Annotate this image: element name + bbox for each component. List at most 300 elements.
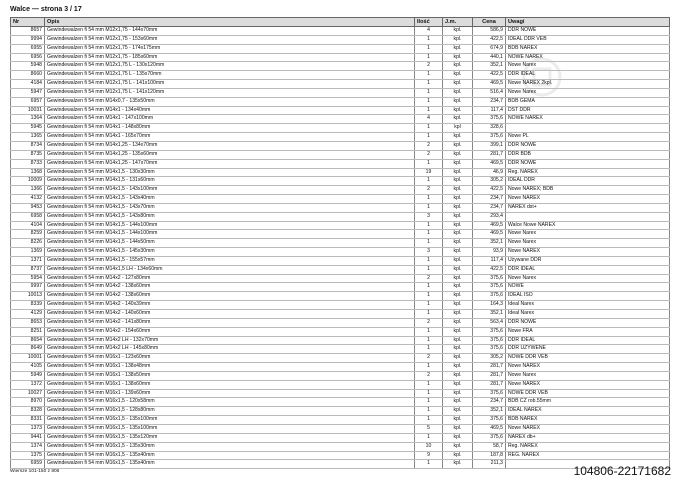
table-row xyxy=(11,62,670,71)
table-row xyxy=(11,221,670,230)
cell-jm: kpl. xyxy=(443,159,473,168)
cell-ilosc: 10 xyxy=(415,442,443,451)
cell-ilosc: 1 xyxy=(415,203,443,212)
cell-opis: Gewindewalzen fi 54 mm M16x1,5 - 135x100mm xyxy=(45,424,415,433)
cell-uwagi: Nowe Narex xyxy=(506,230,670,239)
table-row xyxy=(11,371,670,380)
cell-uwagi xyxy=(506,212,670,221)
cell-cena: 281,7 xyxy=(473,363,506,372)
cell-cena: 422,5 xyxy=(473,186,506,195)
cell-jm: kpl. xyxy=(443,53,473,62)
cell-uwagi xyxy=(506,124,670,133)
table-row xyxy=(11,88,670,97)
cell-cena: 422,5 xyxy=(473,35,506,44)
table-row xyxy=(11,195,670,204)
cell-cena: 234,7 xyxy=(473,203,506,212)
cell-jm: kpl. xyxy=(443,168,473,177)
cell-ilosc: 1 xyxy=(415,433,443,442)
cell-nr: 8226 xyxy=(11,239,45,248)
cell-nr: 8259 xyxy=(11,230,45,239)
cell-ilosc: 2 xyxy=(415,371,443,380)
cell-cena: 375,6 xyxy=(473,133,506,142)
cell-opis: Gewindewalzen fi 54 mm M14x1,5 - 143x100mm xyxy=(45,186,415,195)
cell-cena: 352,1 xyxy=(473,407,506,416)
cell-nr: 4184 xyxy=(11,80,45,89)
cell-uwagi: NOWE DDR VEB xyxy=(506,354,670,363)
cell-jm: kpl. xyxy=(443,389,473,398)
table-row xyxy=(11,301,670,310)
table-row xyxy=(11,283,670,292)
cell-jm: kpl. xyxy=(443,221,473,230)
cell-uwagi: DDR BDB xyxy=(506,150,670,159)
cell-cena: 440,1 xyxy=(473,53,506,62)
cell-jm: kpl. xyxy=(443,407,473,416)
table-row xyxy=(11,150,670,159)
cell-uwagi: Używane DDR xyxy=(506,256,670,265)
cell-cena: 375,6 xyxy=(473,336,506,345)
cell-nr: 10027 xyxy=(11,389,45,398)
cell-uwagi: DDR NOWE xyxy=(506,318,670,327)
cell-nr: 8339 xyxy=(11,301,45,310)
table-row xyxy=(11,398,670,407)
cell-cena: 469,5 xyxy=(473,230,506,239)
cell-uwagi: Nowe NAREX xyxy=(506,424,670,433)
cell-ilosc: 1 xyxy=(415,336,443,345)
cell-opis: Gewindewalzen fi 54 mm M16x1 - 138x48mm xyxy=(45,363,415,372)
table-row xyxy=(11,265,670,274)
cell-cena: 422,5 xyxy=(473,265,506,274)
cell-jm: kpl. xyxy=(443,274,473,283)
cell-jm: kpl. xyxy=(443,106,473,115)
cell-jm: kpl. xyxy=(443,363,473,372)
cell-nr: 4132 xyxy=(11,195,45,204)
cell-cena: 234,7 xyxy=(473,398,506,407)
cell-uwagi: Nowe NAREX xyxy=(506,195,670,204)
page-title: Walce — strona 3 / 17 xyxy=(10,6,82,13)
table-row xyxy=(11,212,670,221)
cell-jm: kpl. xyxy=(443,336,473,345)
cell-nr: 8733 xyxy=(11,159,45,168)
cell-nr: 5947 xyxy=(11,88,45,97)
table-row xyxy=(11,407,670,416)
cell-uwagi: Nowe Narex xyxy=(506,88,670,97)
cell-ilosc: 1 xyxy=(415,71,443,80)
cell-ilosc: 1 xyxy=(415,159,443,168)
cell-cena: 117,4 xyxy=(473,256,506,265)
cell-opis: Gewindewalzen fi 54 mm M14x1,5 - 155x57mm xyxy=(45,256,415,265)
table-row xyxy=(11,230,670,239)
cell-ilosc: 1 xyxy=(415,97,443,106)
cell-ilosc: 1 xyxy=(415,398,443,407)
cell-cena: 281,7 xyxy=(473,371,506,380)
cell-opis: Gewindewalzen fi 54 mm M16x1 - 138x50mm xyxy=(45,371,415,380)
table-row xyxy=(11,115,670,124)
cell-nr: 9441 xyxy=(11,433,45,442)
reference-number: 104806-22171682 xyxy=(573,464,671,478)
cell-nr: 8331 xyxy=(11,416,45,425)
table-row xyxy=(11,327,670,336)
cell-ilosc: 1 xyxy=(415,195,443,204)
cell-jm: kpl. xyxy=(443,133,473,142)
cell-ilosc: 4 xyxy=(415,27,443,36)
cell-ilosc: 19 xyxy=(415,168,443,177)
cell-ilosc: 3 xyxy=(415,248,443,257)
cell-opis: Gewindewalzen fi 54 mm M12x1,75 - 174x175mm xyxy=(45,44,415,53)
table-row xyxy=(11,292,670,301)
cell-opis: Gewindewalzen fi 54 mm M14x0,7 - 135x50mm xyxy=(45,97,415,106)
cell-cena: 563,4 xyxy=(473,318,506,327)
cell-cena: 469,5 xyxy=(473,221,506,230)
cell-uwagi: Nowe NAREX 2kpl. xyxy=(506,80,670,89)
cell-opis: Gewindewalzen fi 54 mm M14x1,5 - 144x50mm xyxy=(45,239,415,248)
cell-opis: Gewindewalzen fi 54 mm M14x1,5 - 144x100mm xyxy=(45,221,415,230)
cell-nr: 8654 xyxy=(11,336,45,345)
cell-cena: 516,4 xyxy=(473,88,506,97)
cell-ilosc: 1 xyxy=(415,44,443,53)
cell-jm: kpl. xyxy=(443,115,473,124)
cell-nr: 8328 xyxy=(11,407,45,416)
cell-jm: kpl. xyxy=(443,97,473,106)
cell-cena: 305,2 xyxy=(473,177,506,186)
cell-nr: 1368 xyxy=(11,168,45,177)
cell-uwagi: DDR NOWE xyxy=(506,141,670,150)
cell-opis: Gewindewalzen fi 54 mm M16x1,5 - 135x40mm xyxy=(45,460,415,469)
cell-opis: Gewindewalzen fi 54 mm M14x1,5 - 144x100mm xyxy=(45,230,415,239)
table-row xyxy=(11,424,670,433)
cell-ilosc: 9 xyxy=(415,451,443,460)
cell-ilosc: 1 xyxy=(415,35,443,44)
cell-uwagi: Reg. NAREX xyxy=(506,442,670,451)
cell-uwagi: Nowe NAREX xyxy=(506,248,670,257)
cell-nr: 1375 xyxy=(11,451,45,460)
cell-opis: Gewindewalzen fi 54 mm M14x2 - 127x80mm xyxy=(45,274,415,283)
cell-cena: 469,5 xyxy=(473,424,506,433)
cell-jm: kpl. xyxy=(443,186,473,195)
cell-ilosc: 1 xyxy=(415,407,443,416)
cell-nr: 10001 xyxy=(11,354,45,363)
cell-nr: 5954 xyxy=(11,274,45,283)
cell-ilosc: 1 xyxy=(415,327,443,336)
cell-opis: Gewindewalzen fi 54 mm M12x1,75 L - 130x120mm xyxy=(45,62,415,71)
cell-opis: Gewindewalzen fi 54 mm M14x1,5 - 143x70mm xyxy=(45,203,415,212)
table-row xyxy=(11,310,670,319)
cell-jm: kpl. xyxy=(443,433,473,442)
table-row xyxy=(11,416,670,425)
cell-jm: kpl xyxy=(443,124,473,133)
cell-opis: Gewindewalzen fi 54 mm M14x1 - 147x100mm xyxy=(45,115,415,124)
cell-jm: kpl. xyxy=(443,88,473,97)
cell-cena: 375,6 xyxy=(473,115,506,124)
cell-ilosc: 1 xyxy=(415,230,443,239)
cell-nr: 8735 xyxy=(11,150,45,159)
cell-opis: Gewindewalzen fi 54 mm M14x1,5 - 131x60mm xyxy=(45,177,415,186)
cell-ilosc: 1 xyxy=(415,416,443,425)
cell-opis: Gewindewalzen fi 54 mm M14x2 LH - 132x70mm xyxy=(45,336,415,345)
table-row xyxy=(11,186,670,195)
table-body xyxy=(11,27,670,469)
cell-jm: kpl. xyxy=(443,239,473,248)
cell-ilosc: 2 xyxy=(415,318,443,327)
header-uwagi: Uwagi xyxy=(506,18,670,27)
cell-cena: 375,6 xyxy=(473,433,506,442)
cell-cena: 375,6 xyxy=(473,416,506,425)
cell-jm: kpl. xyxy=(443,424,473,433)
cell-cena: 234,7 xyxy=(473,195,506,204)
table-row xyxy=(11,168,670,177)
table-row xyxy=(11,133,670,142)
cell-opis: Gewindewalzen fi 54 mm M14x1,25 - 135x60mm xyxy=(45,150,415,159)
cell-opis: Gewindewalzen fi 54 mm M14x2 - 154x60mm xyxy=(45,327,415,336)
cell-jm: kpl. xyxy=(443,301,473,310)
cell-ilosc: 1 xyxy=(415,239,443,248)
cell-nr: 8657 xyxy=(11,27,45,36)
cell-ilosc: 2 xyxy=(415,274,443,283)
cell-ilosc: 2 xyxy=(415,150,443,159)
cell-cena: 469,5 xyxy=(473,159,506,168)
table-row xyxy=(11,124,670,133)
cell-uwagi: NAREX db+ xyxy=(506,433,670,442)
cell-nr: 8649 xyxy=(11,345,45,354)
cell-jm: kpl. xyxy=(443,327,473,336)
cell-cena: 352,1 xyxy=(473,239,506,248)
cell-jm: kpl. xyxy=(443,230,473,239)
cell-nr: 1372 xyxy=(11,380,45,389)
cell-cena: 375,6 xyxy=(473,283,506,292)
cell-ilosc: 1 xyxy=(415,88,443,97)
table-row xyxy=(11,460,670,469)
cell-ilosc: 1 xyxy=(415,221,443,230)
cell-uwagi: NOWE xyxy=(506,283,670,292)
cell-jm: kpl. xyxy=(443,256,473,265)
cell-ilosc: 2 xyxy=(415,141,443,150)
table-row xyxy=(11,44,670,53)
cell-jm: kpl. xyxy=(443,27,473,36)
cell-jm: kpl. xyxy=(443,283,473,292)
table-row xyxy=(11,363,670,372)
cell-uwagi: NAREX dst+ xyxy=(506,203,670,212)
cell-opis: Gewindewalzen fi 54 mm M14x1,5 - 143x40mm xyxy=(45,195,415,204)
cell-jm: kpl. xyxy=(443,203,473,212)
cell-ilosc: 5 xyxy=(415,424,443,433)
cell-jm: kpl. xyxy=(443,71,473,80)
cell-cena: 399,1 xyxy=(473,141,506,150)
cell-uwagi: REG. NAREX xyxy=(506,451,670,460)
cell-ilosc: 4 xyxy=(415,115,443,124)
cell-jm: kpl. xyxy=(443,150,473,159)
table-row xyxy=(11,27,670,36)
cell-nr: 10031 xyxy=(11,106,45,115)
cell-uwagi: IDEAL ISO xyxy=(506,292,670,301)
cell-nr: 8251 xyxy=(11,327,45,336)
table-row xyxy=(11,35,670,44)
cell-cena: 58,7 xyxy=(473,442,506,451)
cell-nr: 5949 xyxy=(11,371,45,380)
cell-ilosc: 1 xyxy=(415,80,443,89)
cell-cena: 375,6 xyxy=(473,327,506,336)
header-jm: J.m. xyxy=(443,18,473,27)
cell-ilosc: 3 xyxy=(415,212,443,221)
cell-uwagi: NOWE NAREX xyxy=(506,53,670,62)
cell-opis: Gewindewalzen fi 54 mm M12x1,75 L - 141x100mm xyxy=(45,80,415,89)
cell-opis: Gewindewalzen fi 54 mm M16x1,5 - 120x58mm xyxy=(45,398,415,407)
cell-jm: kpl. xyxy=(443,416,473,425)
cell-opis: Gewindewalzen fi 54 mm M16x1 - 123x60mm xyxy=(45,354,415,363)
product-table xyxy=(10,17,670,469)
cell-nr: 8970 xyxy=(11,398,45,407)
cell-jm: kpl. xyxy=(443,318,473,327)
cell-uwagi: NOWE DDR VEB xyxy=(506,389,670,398)
cell-jm: kpl. xyxy=(443,248,473,257)
cell-opis: Gewindewalzen fi 54 mm M14x2 - 138x60mm xyxy=(45,292,415,301)
cell-opis: Gewindewalzen fi 54 mm M12x1,75 - 153x60mm xyxy=(45,35,415,44)
cell-nr: 1374 xyxy=(11,442,45,451)
cell-jm: kpl. xyxy=(443,442,473,451)
cell-uwagi: BDB CZ rob.55mm xyxy=(506,398,670,407)
cell-uwagi: IDEAL DDR VEB xyxy=(506,35,670,44)
table-row xyxy=(11,380,670,389)
table-row xyxy=(11,203,670,212)
table-row xyxy=(11,345,670,354)
cell-opis: Gewindewalzen fi 54 mm M14x1 - 165x70mm xyxy=(45,133,415,142)
cell-nr: 6958 xyxy=(11,212,45,221)
table-row xyxy=(11,256,670,265)
cell-uwagi: Nowe NAREX xyxy=(506,380,670,389)
cell-nr: 5945 xyxy=(11,124,45,133)
cell-ilosc: 1 xyxy=(415,124,443,133)
cell-cena: 93,9 xyxy=(473,248,506,257)
cell-ilosc: 1 xyxy=(415,363,443,372)
cell-cena: 164,3 xyxy=(473,301,506,310)
cell-cena: 375,6 xyxy=(473,389,506,398)
cell-ilosc: 1 xyxy=(415,460,443,469)
cell-uwagi: DDR NOWE xyxy=(506,27,670,36)
cell-ilosc: 2 xyxy=(415,186,443,195)
cell-cena: 117,4 xyxy=(473,106,506,115)
cell-uwagi: DDR IDEAL xyxy=(506,71,670,80)
cell-uwagi: Nowe Narex xyxy=(506,274,670,283)
cell-ilosc: 2 xyxy=(415,62,443,71)
cell-uwagi: BDB NAREX xyxy=(506,416,670,425)
cell-jm: kpl. xyxy=(443,35,473,44)
cell-nr: 4105 xyxy=(11,363,45,372)
cell-cena: 328,6 xyxy=(473,124,506,133)
cell-ilosc: 1 xyxy=(415,283,443,292)
cell-uwagi: Nowe Narex xyxy=(506,371,670,380)
table-row xyxy=(11,433,670,442)
cell-uwagi: Nowe Narex xyxy=(506,239,670,248)
table-row xyxy=(11,318,670,327)
cell-opis: Gewindewalzen fi 54 mm M14x1,5 - 145x30mm xyxy=(45,248,415,257)
cell-uwagi: BDB GEMA xyxy=(506,97,670,106)
cell-jm: kpl. xyxy=(443,80,473,89)
cell-opis: Gewindewalzen fi 54 mm M16x1,5 - 135x120mm xyxy=(45,433,415,442)
cell-cena: 305,2 xyxy=(473,354,506,363)
table-header-row xyxy=(11,18,670,27)
table-row xyxy=(11,159,670,168)
table-row xyxy=(11,389,670,398)
table-row xyxy=(11,451,670,460)
cell-uwagi: Nowe Narex xyxy=(506,62,670,71)
cell-jm: kpl. xyxy=(443,460,473,469)
cell-nr: 6959 xyxy=(11,460,45,469)
cell-uwagi: Nowe NAREX; BDB xyxy=(506,186,670,195)
cell-ilosc: 1 xyxy=(415,256,443,265)
cell-opis: Gewindewalzen fi 54 mm M16x1,5 - 128x80mm xyxy=(45,407,415,416)
cell-jm: kpl. xyxy=(443,451,473,460)
table-row xyxy=(11,80,670,89)
cell-opis: Gewindewalzen fi 54 mm M14x2 LH - 145x80mm xyxy=(45,345,415,354)
cell-nr: 5948 xyxy=(11,62,45,71)
cell-cena: 469,5 xyxy=(473,80,506,89)
cell-nr: 1366 xyxy=(11,186,45,195)
cell-nr: 1365 xyxy=(11,133,45,142)
cell-nr: 4104 xyxy=(11,221,45,230)
cell-opis: Gewindewalzen fi 54 mm M16x1,5 - 135x40mm xyxy=(45,451,415,460)
cell-ilosc: 1 xyxy=(415,177,443,186)
cell-uwagi: Reg. NAREX xyxy=(506,168,670,177)
cell-opis: Gewindewalzen fi 54 mm M14x1,25 - 134x70mm xyxy=(45,141,415,150)
cell-uwagi: Ideal Narex xyxy=(506,301,670,310)
cell-cena: 352,1 xyxy=(473,62,506,71)
cell-ilosc: 1 xyxy=(415,292,443,301)
cell-uwagi: IDEAL DDR xyxy=(506,177,670,186)
table-row xyxy=(11,336,670,345)
table-row xyxy=(11,71,670,80)
cell-nr: 8653 xyxy=(11,318,45,327)
row-range-footer: Wiersze 101-150 z 806 xyxy=(10,469,60,474)
cell-nr: 6956 xyxy=(11,53,45,62)
cell-nr: 9997 xyxy=(11,283,45,292)
cell-ilosc: 1 xyxy=(415,301,443,310)
cell-uwagi: BDB NAREX xyxy=(506,44,670,53)
cell-nr: 6957 xyxy=(11,97,45,106)
cell-opis: Gewindewalzen fi 54 mm M14x1,5 - 143x80mm xyxy=(45,212,415,221)
cell-uwagi: IDEAL NAREX xyxy=(506,407,670,416)
cell-nr: 8737 xyxy=(11,265,45,274)
cell-cena: 375,6 xyxy=(473,292,506,301)
cell-cena: 422,5 xyxy=(473,71,506,80)
cell-cena: 293,4 xyxy=(473,212,506,221)
cell-uwagi: DST DDR xyxy=(506,106,670,115)
cell-jm: kpl. xyxy=(443,380,473,389)
header-ilosc: Ilość xyxy=(415,18,443,27)
cell-jm: kpl. xyxy=(443,62,473,71)
cell-opis: Gewindewalzen fi 54 mm M14x2 - 138x60mm xyxy=(45,283,415,292)
cell-jm: kpl. xyxy=(443,345,473,354)
cell-nr: 4129 xyxy=(11,310,45,319)
cell-uwagi: DDR IDEAL xyxy=(506,265,670,274)
cell-uwagi: DDR NOWE xyxy=(506,159,670,168)
cell-jm: kpl. xyxy=(443,44,473,53)
cell-cena: 375,6 xyxy=(473,274,506,283)
table-row xyxy=(11,248,670,257)
cell-cena: 281,7 xyxy=(473,150,506,159)
cell-uwagi: NOWE NAREX xyxy=(506,115,670,124)
cell-nr: 10009 xyxy=(11,177,45,186)
cell-opis: Gewindewalzen fi 54 mm M16x1 - 138x60mm xyxy=(45,380,415,389)
table-row xyxy=(11,274,670,283)
table-row xyxy=(11,177,670,186)
cell-ilosc: 1 xyxy=(415,265,443,274)
cell-ilosc: 1 xyxy=(415,345,443,354)
cell-uwagi: Ideal Narex xyxy=(506,310,670,319)
cell-opis: Gewindewalzen fi 54 mm M16x1,5 - 135x30mm xyxy=(45,442,415,451)
table-row xyxy=(11,442,670,451)
cell-jm: kpl. xyxy=(443,310,473,319)
cell-opis: Gewindewalzen fi 54 mm M12x1,75 - 185x60mm xyxy=(45,53,415,62)
cell-cena: 234,7 xyxy=(473,97,506,106)
cell-cena: 375,6 xyxy=(473,345,506,354)
